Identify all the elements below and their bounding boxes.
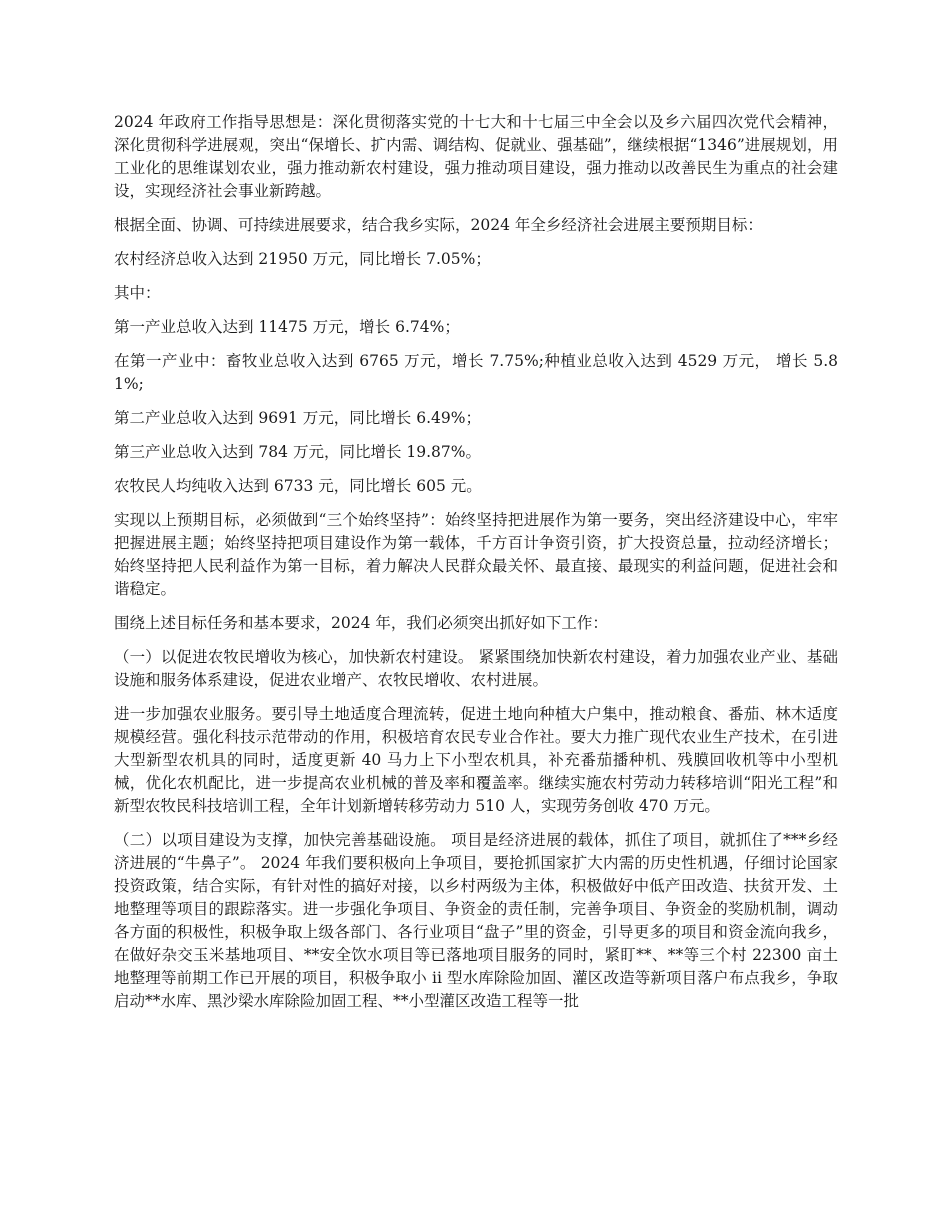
paragraph-total-income: 农村经济总收入达到 21950 万元，同比增长 7.05%； — [114, 250, 491, 268]
paragraph-primary-breakdown: 在第一产业中：畜牧业总收入达到 6765 万元，增长 7.75%;种植业总收入达到 4529 万元， 增长 5.81%; — [114, 352, 838, 393]
paragraph-per-capita-income: 农牧民人均纯收入达到 6733 元，同比增长 605 元。 — [114, 477, 482, 495]
document-body — [114, 111, 838, 1024]
paragraph-agricultural-services: 进一步加强农业服务。要引导土地适度合理流转，促进土地向种植大户集中，推动粮食、番茄、林木适度规模经营。强化科技示范带动的作用，积极培育农民专业合作社。要大力推广现代农业生产技术，在引进大型新型农机具的同时，适度更新 40 马力上下小型农机具，补充番茄播种机、残膜回收机等中小型机械，优化农机配比，进一步提高农业机械的普及率和覆盖率。继续实施农村劳动力转移培训“阳光工程”和新型农牧民科技培训工程，全年计划新增转移劳动力 510 人，实现劳务创收 470 万元。 — [114, 705, 838, 815]
paragraph-secondary-industry: 第二产业总收入达到 9691 万元，同比增长 6.49%； — [114, 409, 481, 427]
paragraph-primary-industry: 第一产业总收入达到 11475 万元，增长 6.74%； — [114, 318, 460, 336]
paragraph-section-one: （一）以促进农牧民增收为核心，加快新农村建设。 紧紧围绕加快新农村建设，着力加强农业产业、基础设施和服务体系建设，促进农业增产、农牧民增收、农村进展。 — [114, 648, 838, 689]
paragraph-targets-intro: 根据全面、协调、可持续进展要求，结合我乡实际，2024 年全乡经济社会进展主要预期目标： — [114, 216, 763, 234]
paragraph-among: 其中： — [114, 284, 161, 302]
paragraph-three-persistences: 实现以上预期目标，必须做到“三个始终坚持”：始终坚持把进展作为第一要务，突出经济建设中心，牢牢把握进展主题；始终坚持把项目建设作为第一载体，千方百计争资引资，扩大投资总量，拉动经济增长；始终坚持把人民利益作为第一目标，着力解决人民群众最关怀、最直接、最现实的利益问题，促进社会和谐稳定。 — [114, 511, 838, 598]
paragraph-tertiary-industry: 第三产业总收入达到 784 万元，同比增长 19.87%。 — [114, 443, 481, 461]
paragraph-section-two: （二）以项目建设为支撑，加快完善基础设施。 项目是经济进展的载体，抓住了项目，就抓住了***乡经济进展的“牛鼻子”。 2024 年我们要积极向上争项目，要抢抓国家扩大内需的历史性机遇，仔细讨论国家投资政策，结合实际，有针对性的搞好对接，以乡村两级为主体，积极做好中低产田改造、扶贫开发、土地整理等项目的跟踪落实。进一步强化争项目、争资金的责任制，完善争项目、争资金的奖励机制，调动各方面的积极性，积极争取上级各部门、各行业项目“盘子”里的资金，引导更多的项目和资金流向我乡，在做好杂交玉米基地项目、**安全饮水项目等已落地项目服务的同时，紧盯**、**等三个村 22300 亩土地整理等前期工作已开展的项目，积极争取小 ii 型水库除险加固、灌区改造等新项目落户布点我乡，争取启动**水库、黑沙梁水库除险加固工程、**小型灌区改造工程等一批 — [114, 831, 838, 1010]
paragraph-guiding-ideology: 2024 年政府工作指导思想是：深化贯彻落实党的十七大和十七届三中全会以及乡六届四次党代会精神，深化贯彻科学进展观，突出“保增长、扩内需、调结构、促就业、强基础”，继续根据“1346”进展规划，用工业化的思维谋划农业，强力推动新农村建设，强力推动项目建设，强力推动以改善民生为重点的社会建设，实现经济社会事业新跨越。 — [114, 113, 838, 200]
paragraph-work-intro: 围绕上述目标任务和基本要求，2024 年，我们必须突出抓好如下工作： — [114, 614, 608, 632]
